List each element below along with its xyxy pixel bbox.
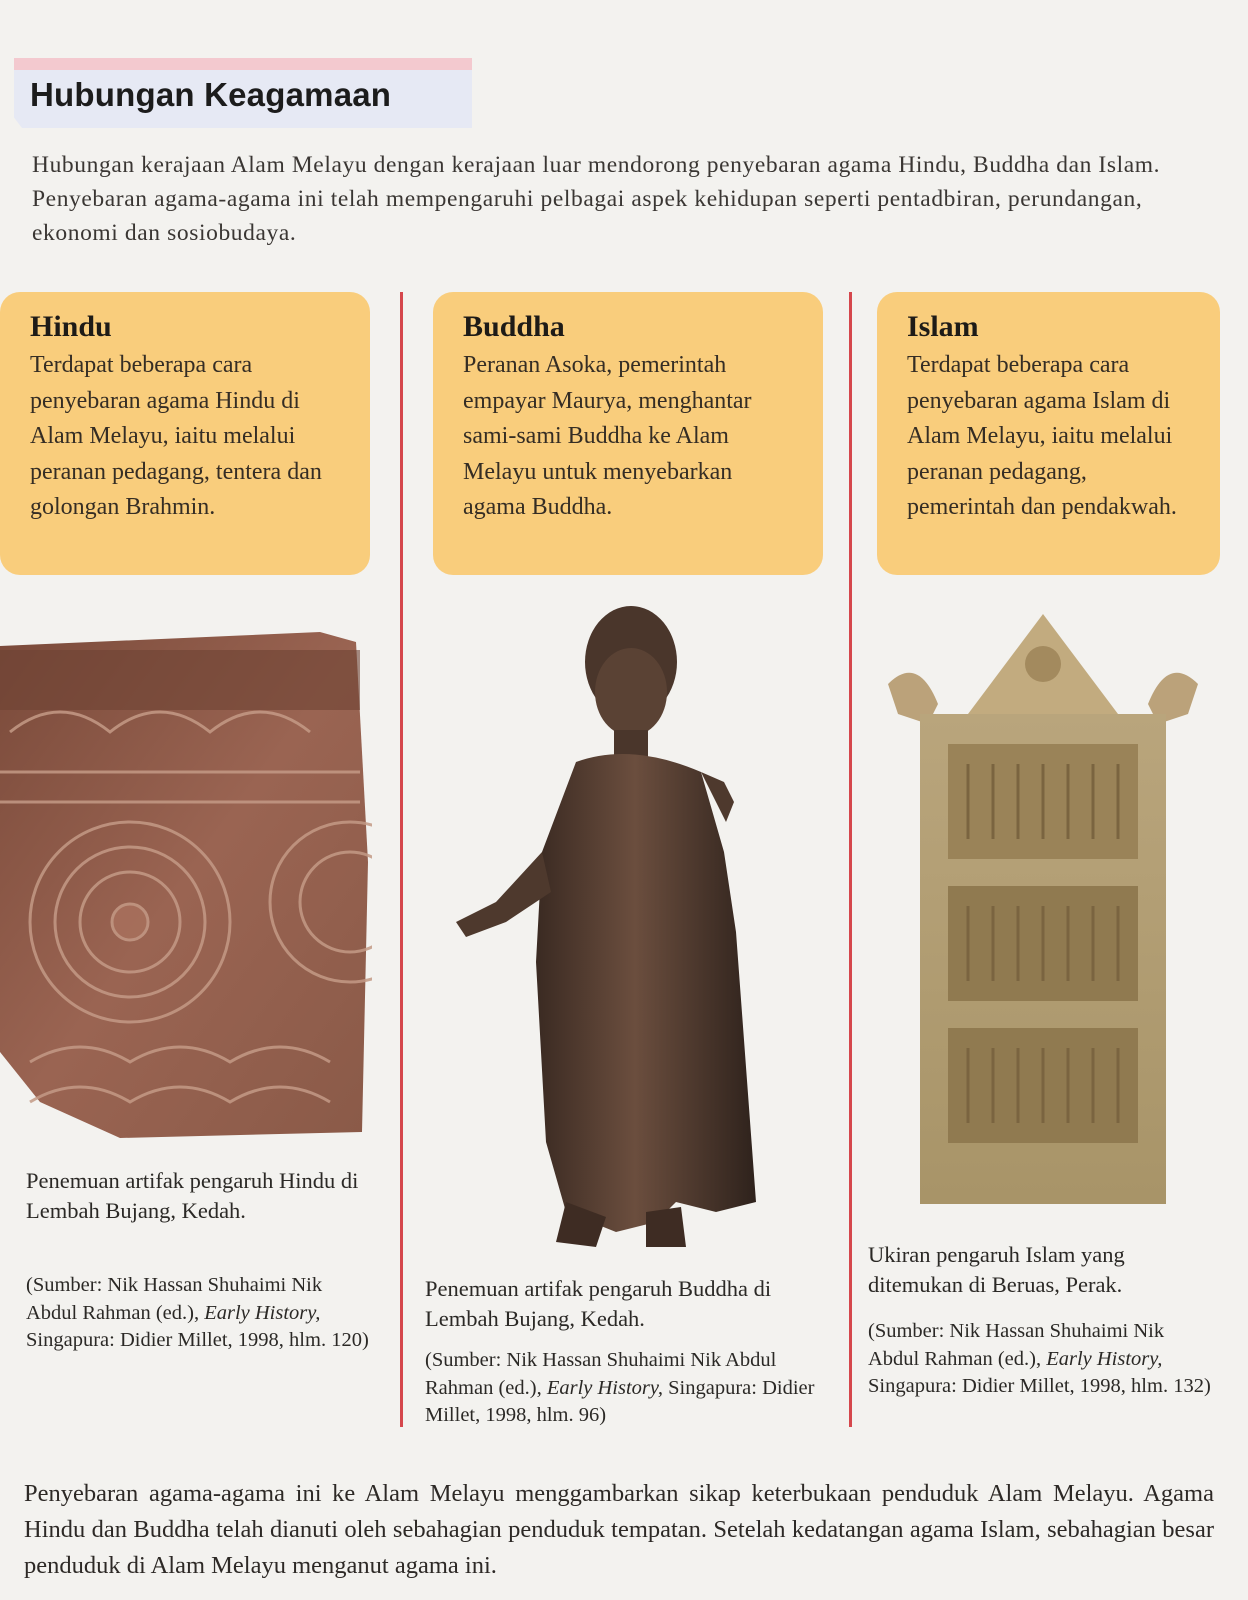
caption-islam: Ukiran pengaruh Islam yang ditemukan di Beruas, Perak. bbox=[868, 1242, 1125, 1297]
source-publisher: Singapura: Didier Millet, 1998, hlm. 96) bbox=[425, 1376, 815, 1426]
source-text: (Sumber: Nik Hassan Shuhaimi Nik Abdul Rahman (ed.), bbox=[868, 1320, 1165, 1370]
islam-carving-image bbox=[878, 614, 1208, 1214]
source-book-title: Early History, bbox=[204, 1301, 321, 1324]
source-text: (Sumber: Nik Hassan Shuhaimi Nik Abdul Rahman (ed.), bbox=[26, 1274, 323, 1324]
source-hindu bbox=[26, 1272, 376, 1355]
closing-paragraph: Penyebaran agama-agama ini ke Alam Melayu menggambarkan sikap keterbukaan penduduk Alam Melayu. Agama Hindu dan Buddha telah dianuti oleh sebahagian penduduk tempatan. Setelah kedatangan agama Islam, sebahagian besar penduduk di Alam Melayu menganut agama ini. bbox=[24, 1480, 1214, 1579]
card-buddha bbox=[433, 292, 823, 575]
card-title-buddha: Buddha bbox=[463, 310, 565, 343]
column-divider-right bbox=[849, 292, 852, 1427]
card-title-hindu: Hindu bbox=[30, 310, 112, 343]
source-publisher: Singapura: Didier Millet, 1998, hlm. 132) bbox=[868, 1375, 1211, 1397]
source-islam bbox=[868, 1318, 1218, 1401]
card-title-islam: Islam bbox=[907, 310, 979, 343]
source-publisher: Singapura: Didier Millet, 1998, hlm. 120) bbox=[26, 1329, 369, 1351]
source-text: (Sumber: Nik Hassan Shuhaimi Nik Abdul Rahman (ed.), bbox=[425, 1349, 777, 1399]
card-hindu bbox=[0, 292, 370, 575]
intro-paragraph: Hubungan kerajaan Alam Melayu dengan kerajaan luar mendorong penyebaran agama Hindu, Buddha dan Islam. Penyebaran agama-agama ini telah mempengaruhi pelbagai aspek kehidupan seperti pentadbiran, perundangan, ekonomi dan sosiobudaya. bbox=[32, 152, 1161, 246]
source-buddha bbox=[425, 1347, 835, 1430]
source-book-title: Early History, bbox=[1046, 1347, 1163, 1370]
caption-buddha: Penemuan artifak pengaruh Buddha di Lembah Bujang, Kedah. bbox=[425, 1276, 772, 1331]
hindu-relief-image bbox=[0, 632, 372, 1144]
caption-hindu: Penemuan artifak pengaruh Hindu di Lembah Bujang, Kedah. bbox=[26, 1168, 359, 1223]
card-text-buddha: Peranan Asoka, pemerintah empayar Maurya, menghantar sami-sami Buddha ke Alam Melayu untuk menyebarkan agama Buddha. bbox=[463, 352, 752, 520]
buddha-statue-image bbox=[456, 602, 776, 1257]
card-text-islam: Terdapat beberapa cara penyebaran agama Islam di Alam Melayu, iaitu melalui peranan pedagang, pemerintah dan pendakwah. bbox=[907, 352, 1177, 520]
section-title: Hubungan Keagamaan bbox=[30, 76, 392, 113]
card-text-hindu: Terdapat beberapa cara penyebaran agama Hindu di Alam Melayu, iaitu melalui peranan pedagang, tentera dan golongan Brahmin. bbox=[30, 352, 322, 520]
source-book-title: Early History, bbox=[546, 1376, 663, 1399]
section-heading bbox=[14, 58, 472, 128]
card-islam bbox=[877, 292, 1220, 575]
column-divider-left bbox=[400, 292, 403, 1427]
